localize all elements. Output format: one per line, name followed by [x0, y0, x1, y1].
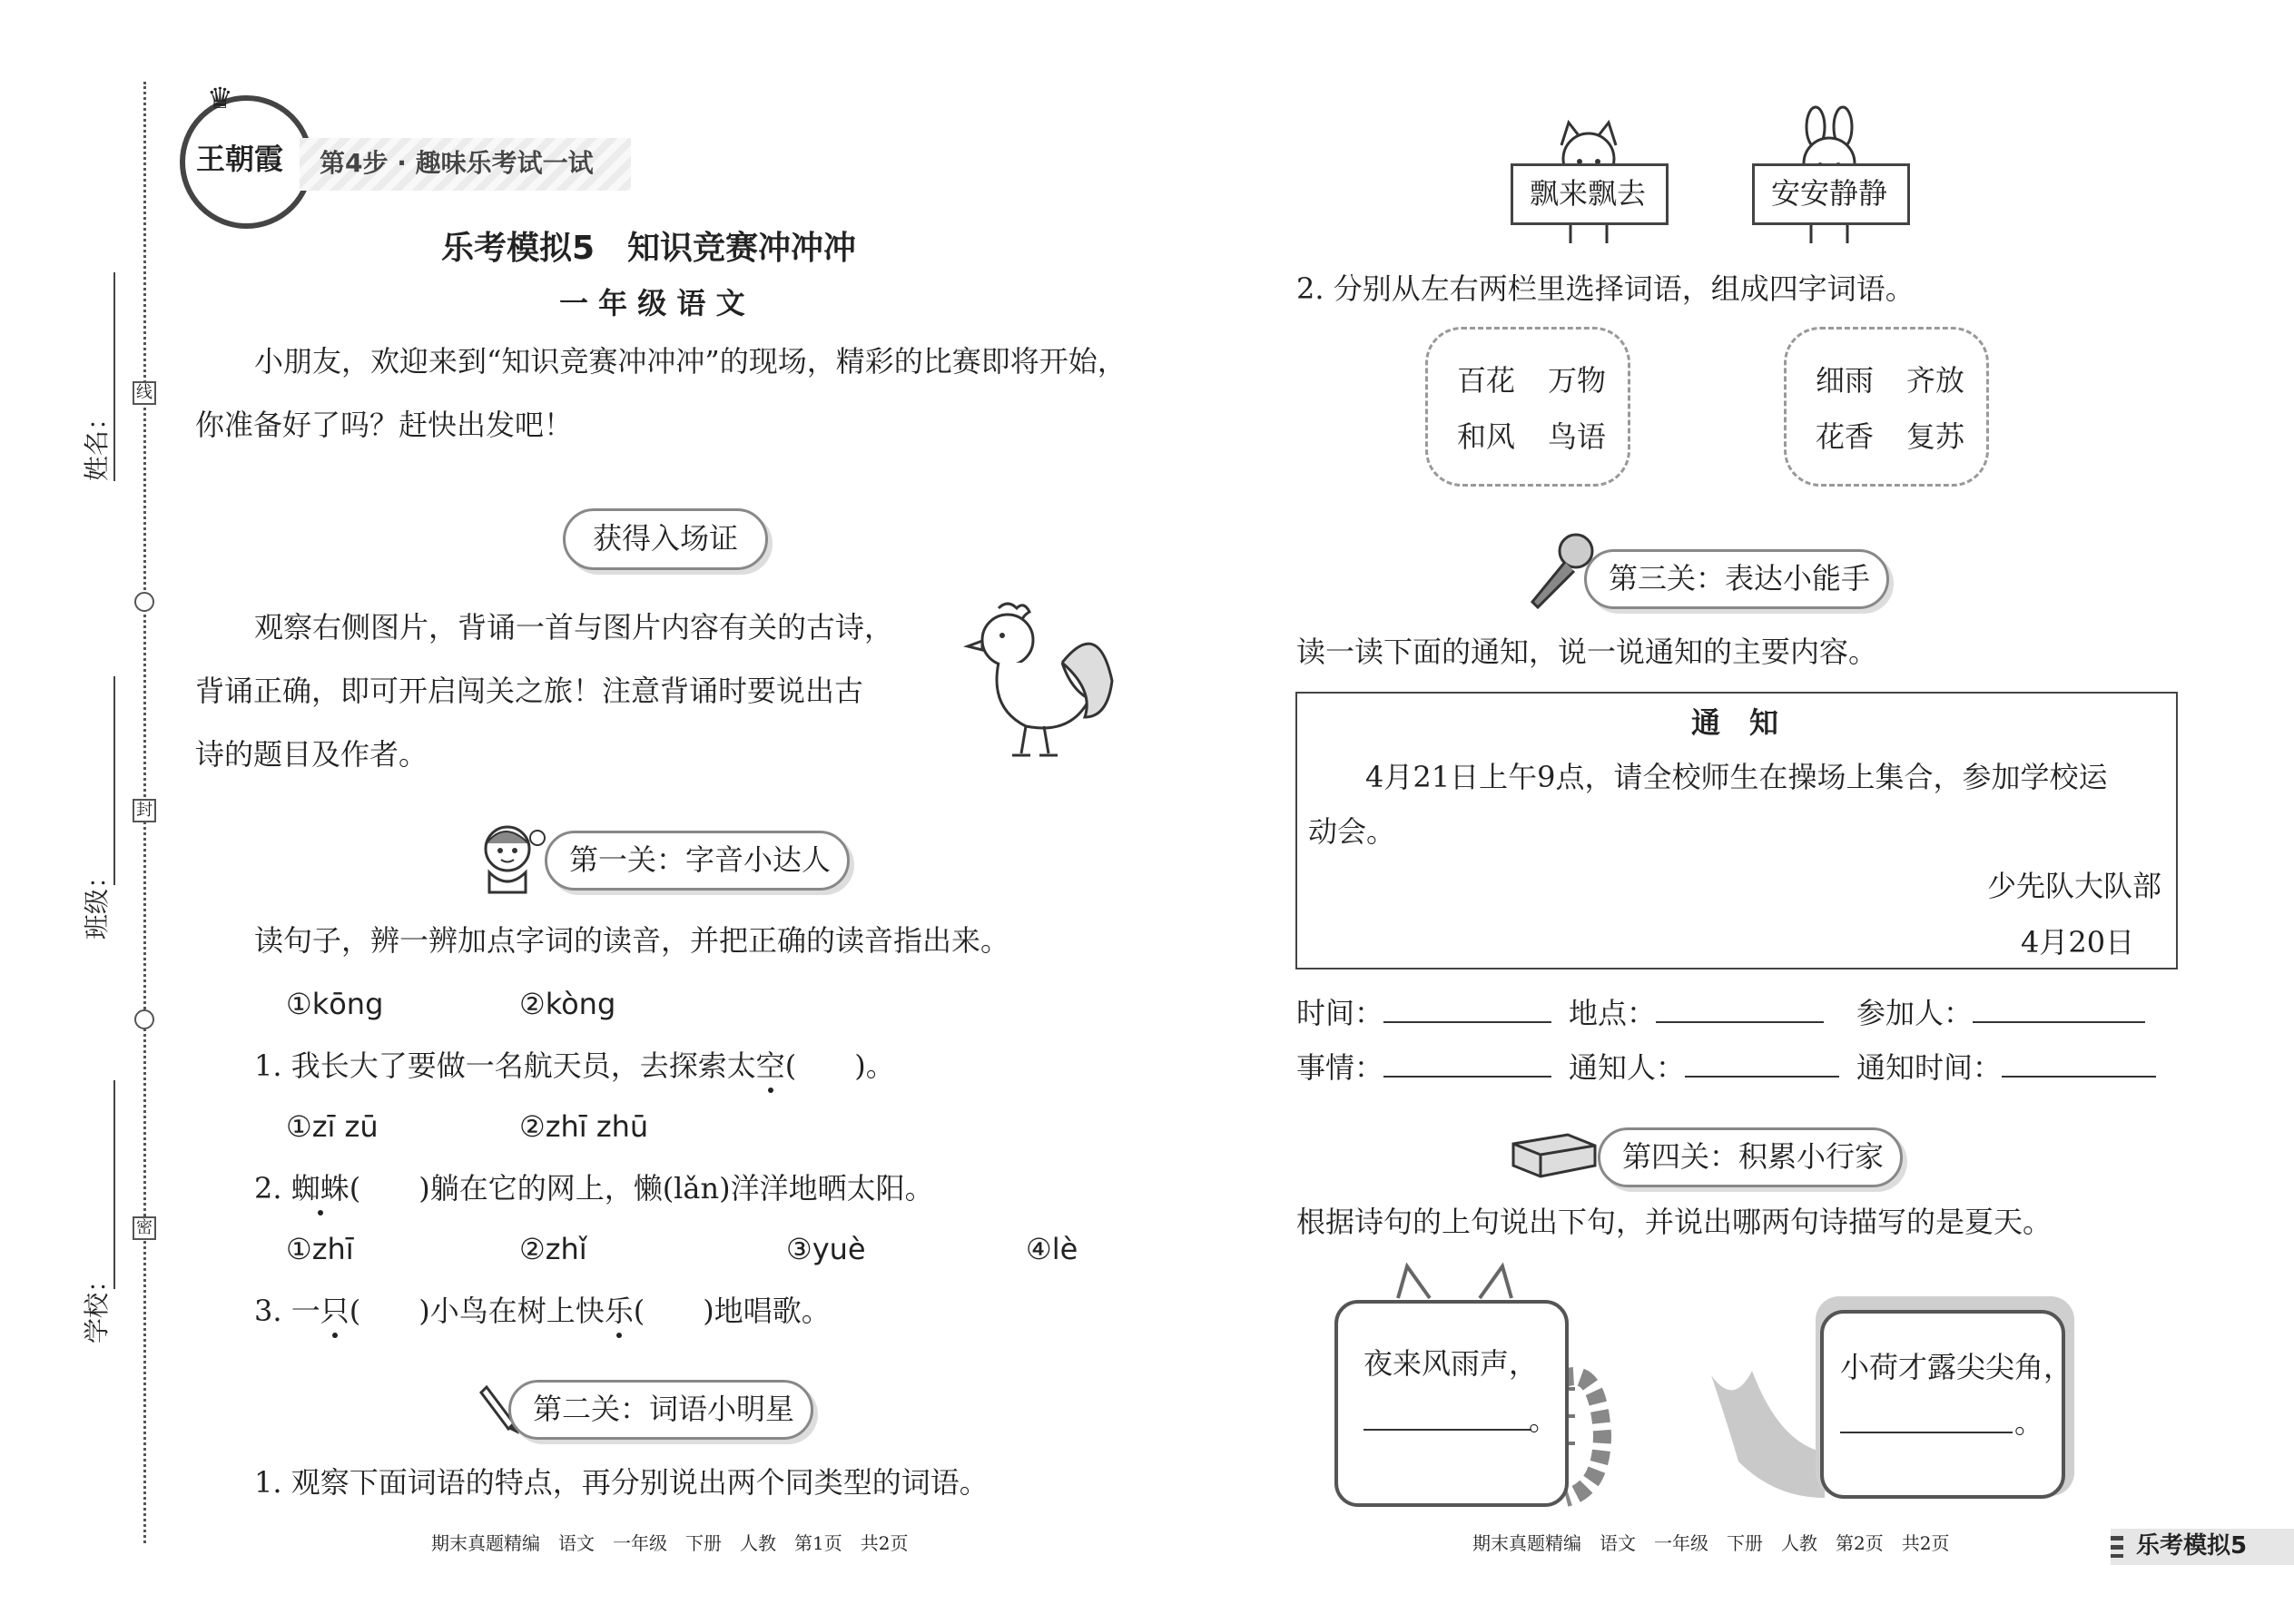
q3-option-2: ②zhǐ [519, 1232, 587, 1266]
school-underline [113, 1080, 115, 1289]
notice-date: 4月20日 [2021, 925, 2135, 960]
notice-time-blank[interactable] [2002, 1076, 2156, 1078]
level2-badge [508, 1380, 813, 1440]
left-word-2: 万物 [1548, 363, 1607, 398]
seal-seal-char: 封 [133, 799, 156, 822]
q2-text-pre: 2. [254, 1171, 291, 1206]
footer-tab-label: 乐考模拟5 [2136, 1532, 2248, 1560]
notice-title: 通 知 [1691, 705, 1779, 740]
q1-sentence [254, 1048, 895, 1083]
poem-2-end-mark: 。 [2014, 1405, 2044, 1440]
footer-right: 期末真题精编 语文 一年级 下册 人教 第2页 共2页 [1472, 1532, 1950, 1554]
level4-badge [1598, 1127, 1903, 1187]
notice-time-field [1856, 1050, 2156, 1085]
q3-sentence [254, 1294, 831, 1328]
level2-q2: 2. 分别从左右两栏里选择词语，组成四字词语。 [1296, 271, 1915, 306]
name-label: 姓名： [82, 404, 112, 481]
level3-instruction: 读一读下面的通知，说一说通知的主要内容。 [1296, 635, 1878, 669]
q2-option-1: ①zī zū [286, 1109, 379, 1144]
q3-text-c: ( )地唱歌。 [633, 1294, 831, 1328]
step-banner [300, 138, 631, 191]
poem-1-answer-blank[interactable] [1364, 1429, 1531, 1431]
poem-card-2 [1820, 1310, 2073, 1499]
level1-instruction: 读句子，辨一辨加点字词的读音，并把正确的读音指出来。 [254, 923, 1010, 958]
q3-dotted-char-2: 乐 [604, 1294, 634, 1328]
notifier-blank[interactable] [1685, 1076, 1839, 1078]
time-field [1296, 996, 1551, 1030]
level2-q1: 1. 观察下面词语的特点，再分别说出两个同类型的词语。 [254, 1465, 989, 1500]
notice-line-1: 4月21日上午9点，请全校师生在操场上集合，参加学校运 [1365, 760, 2108, 794]
class-underline [113, 676, 115, 885]
entry-text-1: 观察右侧图片，背诵一首与图片内容有关的古诗， [254, 610, 894, 645]
right-word-1: 细雨 [1816, 363, 1875, 398]
level4-label: 第四关：积累小行家 [1622, 1139, 1885, 1174]
event-field [1296, 1050, 1551, 1085]
level3-badge [1584, 549, 1889, 609]
q3-text-a: 3. 一 [254, 1294, 320, 1328]
word-sign-1 [1511, 163, 1669, 225]
word-sign-2-text: 安安静静 [1771, 176, 1888, 211]
poem-2-text: 小荷才露尖尖角， [1840, 1350, 2073, 1384]
participants-label: 参加人： [1856, 996, 1974, 1030]
q2-sentence [254, 1171, 934, 1206]
footer-tab-marker-icon [2111, 1536, 2123, 1558]
q3-dotted-char-1: 只 [320, 1294, 350, 1328]
q3-option-1: ①zhī [286, 1232, 354, 1266]
margin-circle-icon [134, 1009, 154, 1029]
event-blank[interactable] [1383, 1076, 1551, 1078]
q2-dotted-chars: 蜘蛛 [290, 1171, 350, 1206]
level2-label: 第二关：词语小明星 [533, 1392, 795, 1426]
q1-text-pre: 1. 我长大了要做一名航天员，去探索太 [254, 1048, 756, 1083]
logo-badge [180, 95, 313, 229]
q1-text-post: ( )。 [784, 1048, 895, 1083]
q1-option-1: ①kōng [286, 987, 384, 1021]
seal-secret-char: 密 [133, 1216, 156, 1240]
intro-line-1: 小朋友，欢迎来到“知识竞赛冲冲冲”的现场，精彩的比赛即将开始， [254, 344, 1127, 379]
seal-line-char: 线 [133, 381, 156, 405]
page-title: 乐考模拟5 知识竞赛冲冲冲 [441, 230, 857, 267]
whale-tail-icon [1707, 1343, 1834, 1507]
footer-tab [2111, 1529, 2294, 1565]
level1-label: 第一关：字音小达人 [569, 842, 832, 877]
right-word-4: 复苏 [1906, 419, 1965, 454]
q3-text-b: ( )小鸟在树上快 [349, 1294, 605, 1328]
step-label: 第4步 · 趣味乐考试一试 [320, 148, 594, 178]
school-label: 学校： [82, 1266, 112, 1343]
participants-blank[interactable] [1973, 1021, 2145, 1023]
event-label: 事情： [1296, 1050, 1384, 1085]
poem-1-end-mark: 。 [1529, 1403, 1559, 1437]
notice-line-2: 动会。 [1308, 814, 1396, 849]
name-underline [113, 272, 115, 481]
place-blank[interactable] [1656, 1021, 1824, 1023]
left-word-1: 百花 [1457, 363, 1516, 398]
level3-label: 第三关：表达小能手 [1609, 561, 1871, 595]
notice-signature: 少先队大队部 [1987, 869, 2162, 903]
entry-pass-badge [563, 508, 768, 570]
level1-badge [545, 831, 850, 891]
word-sign-1-text: 飘来飘去 [1530, 176, 1647, 211]
right-word-3: 花香 [1816, 419, 1875, 454]
notifier-label: 通知人： [1569, 1050, 1686, 1085]
word-sign-2 [1752, 163, 1910, 225]
notice-box [1295, 692, 2178, 969]
entry-text-3: 诗的题目及作者。 [195, 737, 428, 772]
right-word-column [1784, 327, 1989, 487]
q1-option-2: ②kòng [519, 987, 616, 1021]
notifier-field [1569, 1050, 1839, 1085]
boy-icon [476, 822, 548, 894]
q2-option-2: ②zhī zhū [519, 1109, 649, 1144]
level4-instruction: 根据诗句的上句说出下句，并说出哪两句诗描写的是夏天。 [1296, 1205, 2053, 1239]
q3-option-3: ③yuè [786, 1232, 866, 1266]
left-word-column [1425, 327, 1630, 487]
intro-line-2: 你准备好了吗？赶快出发吧！ [195, 408, 574, 442]
entry-text-2: 背诵正确，即可开启闯关之旅！注意背诵时要说出古 [195, 674, 864, 708]
right-word-2: 齐放 [1906, 363, 1965, 398]
page-subtitle: 一 年 级 语 文 [559, 286, 745, 320]
poem-card-1 [1334, 1300, 1569, 1507]
logo-text: 王朝霞 [196, 142, 284, 176]
q3-option-4: ④lè [1026, 1232, 1078, 1266]
place-field [1569, 996, 1824, 1030]
class-label: 班级： [82, 862, 112, 940]
q2-text-post: ( )躺在它的网上，懒(lǎn)洋洋地晒太阳。 [349, 1171, 934, 1206]
q1-dotted-char: 空 [755, 1048, 785, 1083]
place-label: 地点： [1569, 996, 1657, 1030]
book-icon [1509, 1130, 1600, 1180]
entry-pass-label: 获得入场证 [593, 521, 739, 556]
time-blank[interactable] [1383, 1021, 1551, 1023]
left-word-3: 和风 [1457, 419, 1516, 454]
time-label: 时间： [1296, 996, 1384, 1030]
binding-margin [0, 0, 182, 1543]
margin-circle-icon [134, 592, 154, 612]
notice-time-label: 通知时间： [1856, 1050, 2003, 1085]
logo-crown-icon: ♛ [207, 81, 233, 115]
rooster-icon [935, 599, 1117, 763]
poem-1-text: 夜来风雨声， [1364, 1346, 1539, 1381]
footer-left: 期末真题精编 语文 一年级 下册 人教 第1页 共2页 [431, 1532, 909, 1554]
participants-field [1856, 996, 2145, 1030]
poem-2-answer-blank[interactable] [1840, 1432, 2013, 1433]
left-word-4: 鸟语 [1548, 419, 1607, 454]
